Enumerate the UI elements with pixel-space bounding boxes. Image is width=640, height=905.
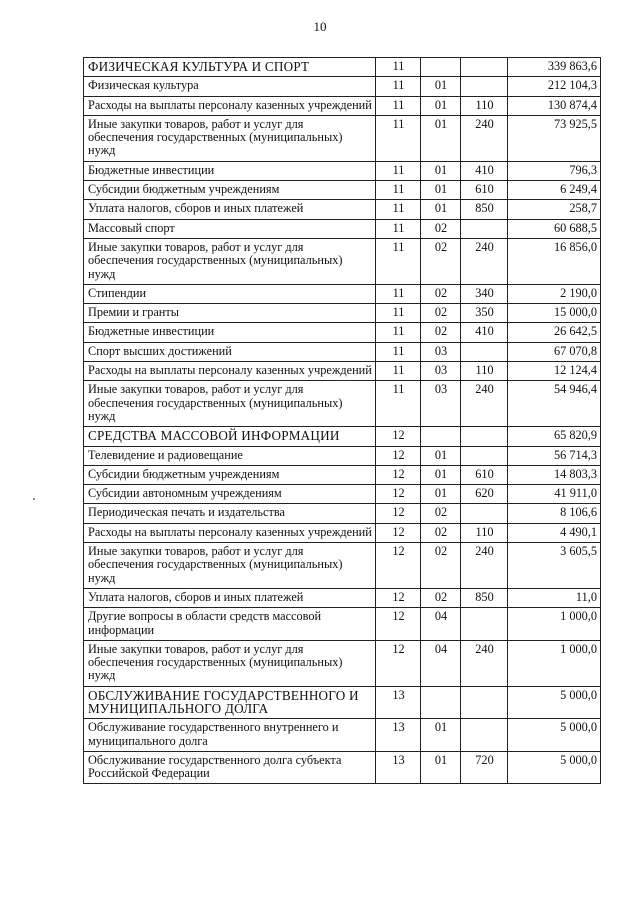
- expense-name-cell: Телевидение и радиовещание: [84, 446, 376, 465]
- expense-type-code-cell: 240: [461, 115, 508, 161]
- section-code-cell: 11: [376, 161, 421, 180]
- scan-speck: [33, 498, 35, 500]
- amount-cell: 41 911,0: [508, 485, 601, 504]
- expense-type-code-cell: [461, 77, 508, 96]
- expense-name-cell: Расходы на выплаты персоналу казенных учреждений: [84, 96, 376, 115]
- amount-cell: 1 000,0: [508, 640, 601, 686]
- expense-name-cell: Иные закупки товаров, работ и услуг для обеспечения государственных (муниципальных) нужд: [84, 238, 376, 284]
- expense-type-code-cell: 850: [461, 588, 508, 607]
- expense-name-cell: Периодическая печать и издательства: [84, 504, 376, 523]
- expense-name-cell: Бюджетные инвестиции: [84, 161, 376, 180]
- table-row: [84, 588, 601, 607]
- table-row: [84, 465, 601, 484]
- subsection-code-cell: 01: [421, 200, 461, 219]
- section-code-cell: 13: [376, 719, 421, 752]
- subsection-code-cell: 02: [421, 588, 461, 607]
- expense-type-code-cell: 110: [461, 96, 508, 115]
- section-code-cell: 11: [376, 381, 421, 427]
- section-code-cell: 11: [376, 219, 421, 238]
- table-row: [84, 200, 601, 219]
- subsection-code-cell: 01: [421, 485, 461, 504]
- expense-type-code-cell: [461, 342, 508, 361]
- subsection-code-cell: 03: [421, 362, 461, 381]
- expense-type-code-cell: [461, 219, 508, 238]
- table-row: [84, 284, 601, 303]
- amount-cell: 258,7: [508, 200, 601, 219]
- expense-name-cell: Спорт высших достижений: [84, 342, 376, 361]
- table-row: [84, 446, 601, 465]
- table-row: [84, 96, 601, 115]
- amount-cell: 8 106,6: [508, 504, 601, 523]
- amount-cell: 56 714,3: [508, 446, 601, 465]
- expense-type-code-cell: 110: [461, 362, 508, 381]
- expense-type-code-cell: 610: [461, 465, 508, 484]
- table-row: [84, 342, 601, 361]
- amount-cell: 4 490,1: [508, 523, 601, 542]
- section-code-cell: 11: [376, 200, 421, 219]
- section-code-cell: 13: [376, 686, 421, 719]
- subsection-code-cell: 04: [421, 608, 461, 641]
- subsection-code-cell: 02: [421, 284, 461, 303]
- amount-cell: 26 642,5: [508, 323, 601, 342]
- expense-name-cell: Расходы на выплаты персоналу казенных учреждений: [84, 362, 376, 381]
- expense-type-code-cell: 850: [461, 200, 508, 219]
- budget-table: [83, 57, 601, 784]
- subsection-code-cell: 01: [421, 77, 461, 96]
- amount-cell: 15 000,0: [508, 304, 601, 323]
- expense-name-cell: Уплата налогов, сборов и иных платежей: [84, 200, 376, 219]
- section-code-cell: 11: [376, 284, 421, 303]
- expense-name-cell: Субсидии бюджетным учреждениям: [84, 181, 376, 200]
- amount-cell: 60 688,5: [508, 219, 601, 238]
- expense-type-code-cell: 620: [461, 485, 508, 504]
- section-code-cell: 12: [376, 446, 421, 465]
- amount-cell: 212 104,3: [508, 77, 601, 96]
- section-code-cell: 12: [376, 485, 421, 504]
- amount-cell: 11,0: [508, 588, 601, 607]
- table-row: [84, 381, 601, 427]
- expense-type-code-cell: [461, 686, 508, 719]
- expense-type-code-cell: [461, 446, 508, 465]
- section-code-cell: 11: [376, 362, 421, 381]
- amount-cell: 14 803,3: [508, 465, 601, 484]
- expense-name-cell: Иные закупки товаров, работ и услуг для обеспечения государственных (муниципальных) нужд: [84, 640, 376, 686]
- table-row: [84, 427, 601, 446]
- expense-type-code-cell: [461, 58, 508, 77]
- amount-cell: 12 124,4: [508, 362, 601, 381]
- subsection-code-cell: 01: [421, 446, 461, 465]
- subsection-code-cell: 01: [421, 161, 461, 180]
- section-code-cell: 12: [376, 543, 421, 589]
- section-code-cell: 12: [376, 608, 421, 641]
- subsection-code-cell: 02: [421, 323, 461, 342]
- section-code-cell: 11: [376, 181, 421, 200]
- expense-type-code-cell: 410: [461, 161, 508, 180]
- amount-cell: 16 856,0: [508, 238, 601, 284]
- expense-name-cell: Уплата налогов, сборов и иных платежей: [84, 588, 376, 607]
- subsection-code-cell: 02: [421, 504, 461, 523]
- subsection-code-cell: [421, 58, 461, 77]
- expense-name-cell: Другие вопросы в области средств массовой информации: [84, 608, 376, 641]
- table-row: [84, 751, 601, 784]
- table-row: [84, 304, 601, 323]
- amount-cell: 6 249,4: [508, 181, 601, 200]
- table-row: [84, 485, 601, 504]
- expense-type-code-cell: 350: [461, 304, 508, 323]
- amount-cell: 73 925,5: [508, 115, 601, 161]
- expense-type-code-cell: 110: [461, 523, 508, 542]
- section-code-cell: 12: [376, 640, 421, 686]
- subsection-code-cell: 04: [421, 640, 461, 686]
- section-code-cell: 11: [376, 323, 421, 342]
- section-code-cell: 11: [376, 58, 421, 77]
- section-code-cell: 11: [376, 304, 421, 323]
- table-row: [84, 58, 601, 77]
- expense-type-code-cell: 340: [461, 284, 508, 303]
- expense-name-cell: Физическая культура: [84, 77, 376, 96]
- subsection-code-cell: 03: [421, 381, 461, 427]
- amount-cell: 5 000,0: [508, 686, 601, 719]
- section-code-cell: 11: [376, 77, 421, 96]
- table-row: [84, 543, 601, 589]
- amount-cell: 3 605,5: [508, 543, 601, 589]
- expense-type-code-cell: 240: [461, 238, 508, 284]
- table-row: [84, 161, 601, 180]
- expense-name-cell: Стипендии: [84, 284, 376, 303]
- table-row: [84, 181, 601, 200]
- page-number: 10: [313, 19, 327, 34]
- section-code-cell: 12: [376, 523, 421, 542]
- subsection-code-cell: [421, 686, 461, 719]
- expense-name-cell: Расходы на выплаты персоналу казенных учреждений: [84, 523, 376, 542]
- subsection-code-cell: 01: [421, 751, 461, 784]
- section-code-cell: 11: [376, 238, 421, 284]
- subsection-code-cell: 02: [421, 219, 461, 238]
- section-code-cell: 13: [376, 751, 421, 784]
- table-row: [84, 504, 601, 523]
- amount-cell: 65 820,9: [508, 427, 601, 446]
- expense-type-code-cell: [461, 608, 508, 641]
- subsection-code-cell: 02: [421, 238, 461, 284]
- subsection-code-cell: 02: [421, 304, 461, 323]
- amount-cell: 54 946,4: [508, 381, 601, 427]
- amount-cell: 1 000,0: [508, 608, 601, 641]
- subsection-code-cell: 01: [421, 115, 461, 161]
- amount-cell: 796,3: [508, 161, 601, 180]
- table-row: [84, 115, 601, 161]
- subsection-code-cell: 01: [421, 96, 461, 115]
- expense-name-cell: Массовый спорт: [84, 219, 376, 238]
- amount-cell: 339 863,6: [508, 58, 601, 77]
- expense-name-cell: Премии и гранты: [84, 304, 376, 323]
- table-row: [84, 77, 601, 96]
- table-row: [84, 686, 601, 719]
- amount-cell: 67 070,8: [508, 342, 601, 361]
- section-code-cell: 12: [376, 504, 421, 523]
- expense-name-cell: Бюджетные инвестиции: [84, 323, 376, 342]
- expense-name-cell: ОБСЛУЖИВАНИЕ ГОСУДАРСТВЕННОГО И МУНИЦИПАЛЬНОГО ДОЛГА: [84, 686, 376, 719]
- subsection-code-cell: [421, 427, 461, 446]
- amount-cell: 5 000,0: [508, 719, 601, 752]
- subsection-code-cell: 02: [421, 523, 461, 542]
- table-row: [84, 608, 601, 641]
- subsection-code-cell: 01: [421, 181, 461, 200]
- expense-name-cell: Обслуживание государственного внутреннего и муниципального долга: [84, 719, 376, 752]
- table-row: [84, 362, 601, 381]
- expense-type-code-cell: 720: [461, 751, 508, 784]
- expense-name-cell: Иные закупки товаров, работ и услуг для обеспечения государственных (муниципальных) нужд: [84, 381, 376, 427]
- expense-type-code-cell: 240: [461, 381, 508, 427]
- table-row: [84, 640, 601, 686]
- table-row: [84, 523, 601, 542]
- expense-name-cell: Субсидии бюджетным учреждениям: [84, 465, 376, 484]
- expense-type-code-cell: 240: [461, 543, 508, 589]
- section-code-cell: 11: [376, 115, 421, 161]
- amount-cell: 130 874,4: [508, 96, 601, 115]
- budget-table-body: [84, 58, 601, 784]
- expense-name-cell: Обслуживание государственного долга субъекта Российской Федерации: [84, 751, 376, 784]
- expense-name-cell: ФИЗИЧЕСКАЯ КУЛЬТУРА И СПОРТ: [84, 58, 376, 77]
- expense-name-cell: Иные закупки товаров, работ и услуг для обеспечения государственных (муниципальных) нужд: [84, 543, 376, 589]
- section-code-cell: 12: [376, 588, 421, 607]
- table-row: [84, 238, 601, 284]
- table-row: [84, 323, 601, 342]
- section-code-cell: 11: [376, 96, 421, 115]
- expense-type-code-cell: 610: [461, 181, 508, 200]
- section-code-cell: 12: [376, 427, 421, 446]
- expense-type-code-cell: [461, 427, 508, 446]
- subsection-code-cell: 03: [421, 342, 461, 361]
- table-row: [84, 219, 601, 238]
- expense-type-code-cell: [461, 719, 508, 752]
- table-row: [84, 719, 601, 752]
- subsection-code-cell: 01: [421, 465, 461, 484]
- expense-name-cell: Иные закупки товаров, работ и услуг для обеспечения государственных (муниципальных) нужд: [84, 115, 376, 161]
- section-code-cell: 12: [376, 465, 421, 484]
- expense-type-code-cell: 240: [461, 640, 508, 686]
- expense-name-cell: Субсидии автономным учреждениям: [84, 485, 376, 504]
- expense-type-code-cell: [461, 504, 508, 523]
- subsection-code-cell: 01: [421, 719, 461, 752]
- expense-name-cell: СРЕДСТВА МАССОВОЙ ИНФОРМАЦИИ: [84, 427, 376, 446]
- amount-cell: 5 000,0: [508, 751, 601, 784]
- section-code-cell: 11: [376, 342, 421, 361]
- expense-type-code-cell: 410: [461, 323, 508, 342]
- subsection-code-cell: 02: [421, 543, 461, 589]
- amount-cell: 2 190,0: [508, 284, 601, 303]
